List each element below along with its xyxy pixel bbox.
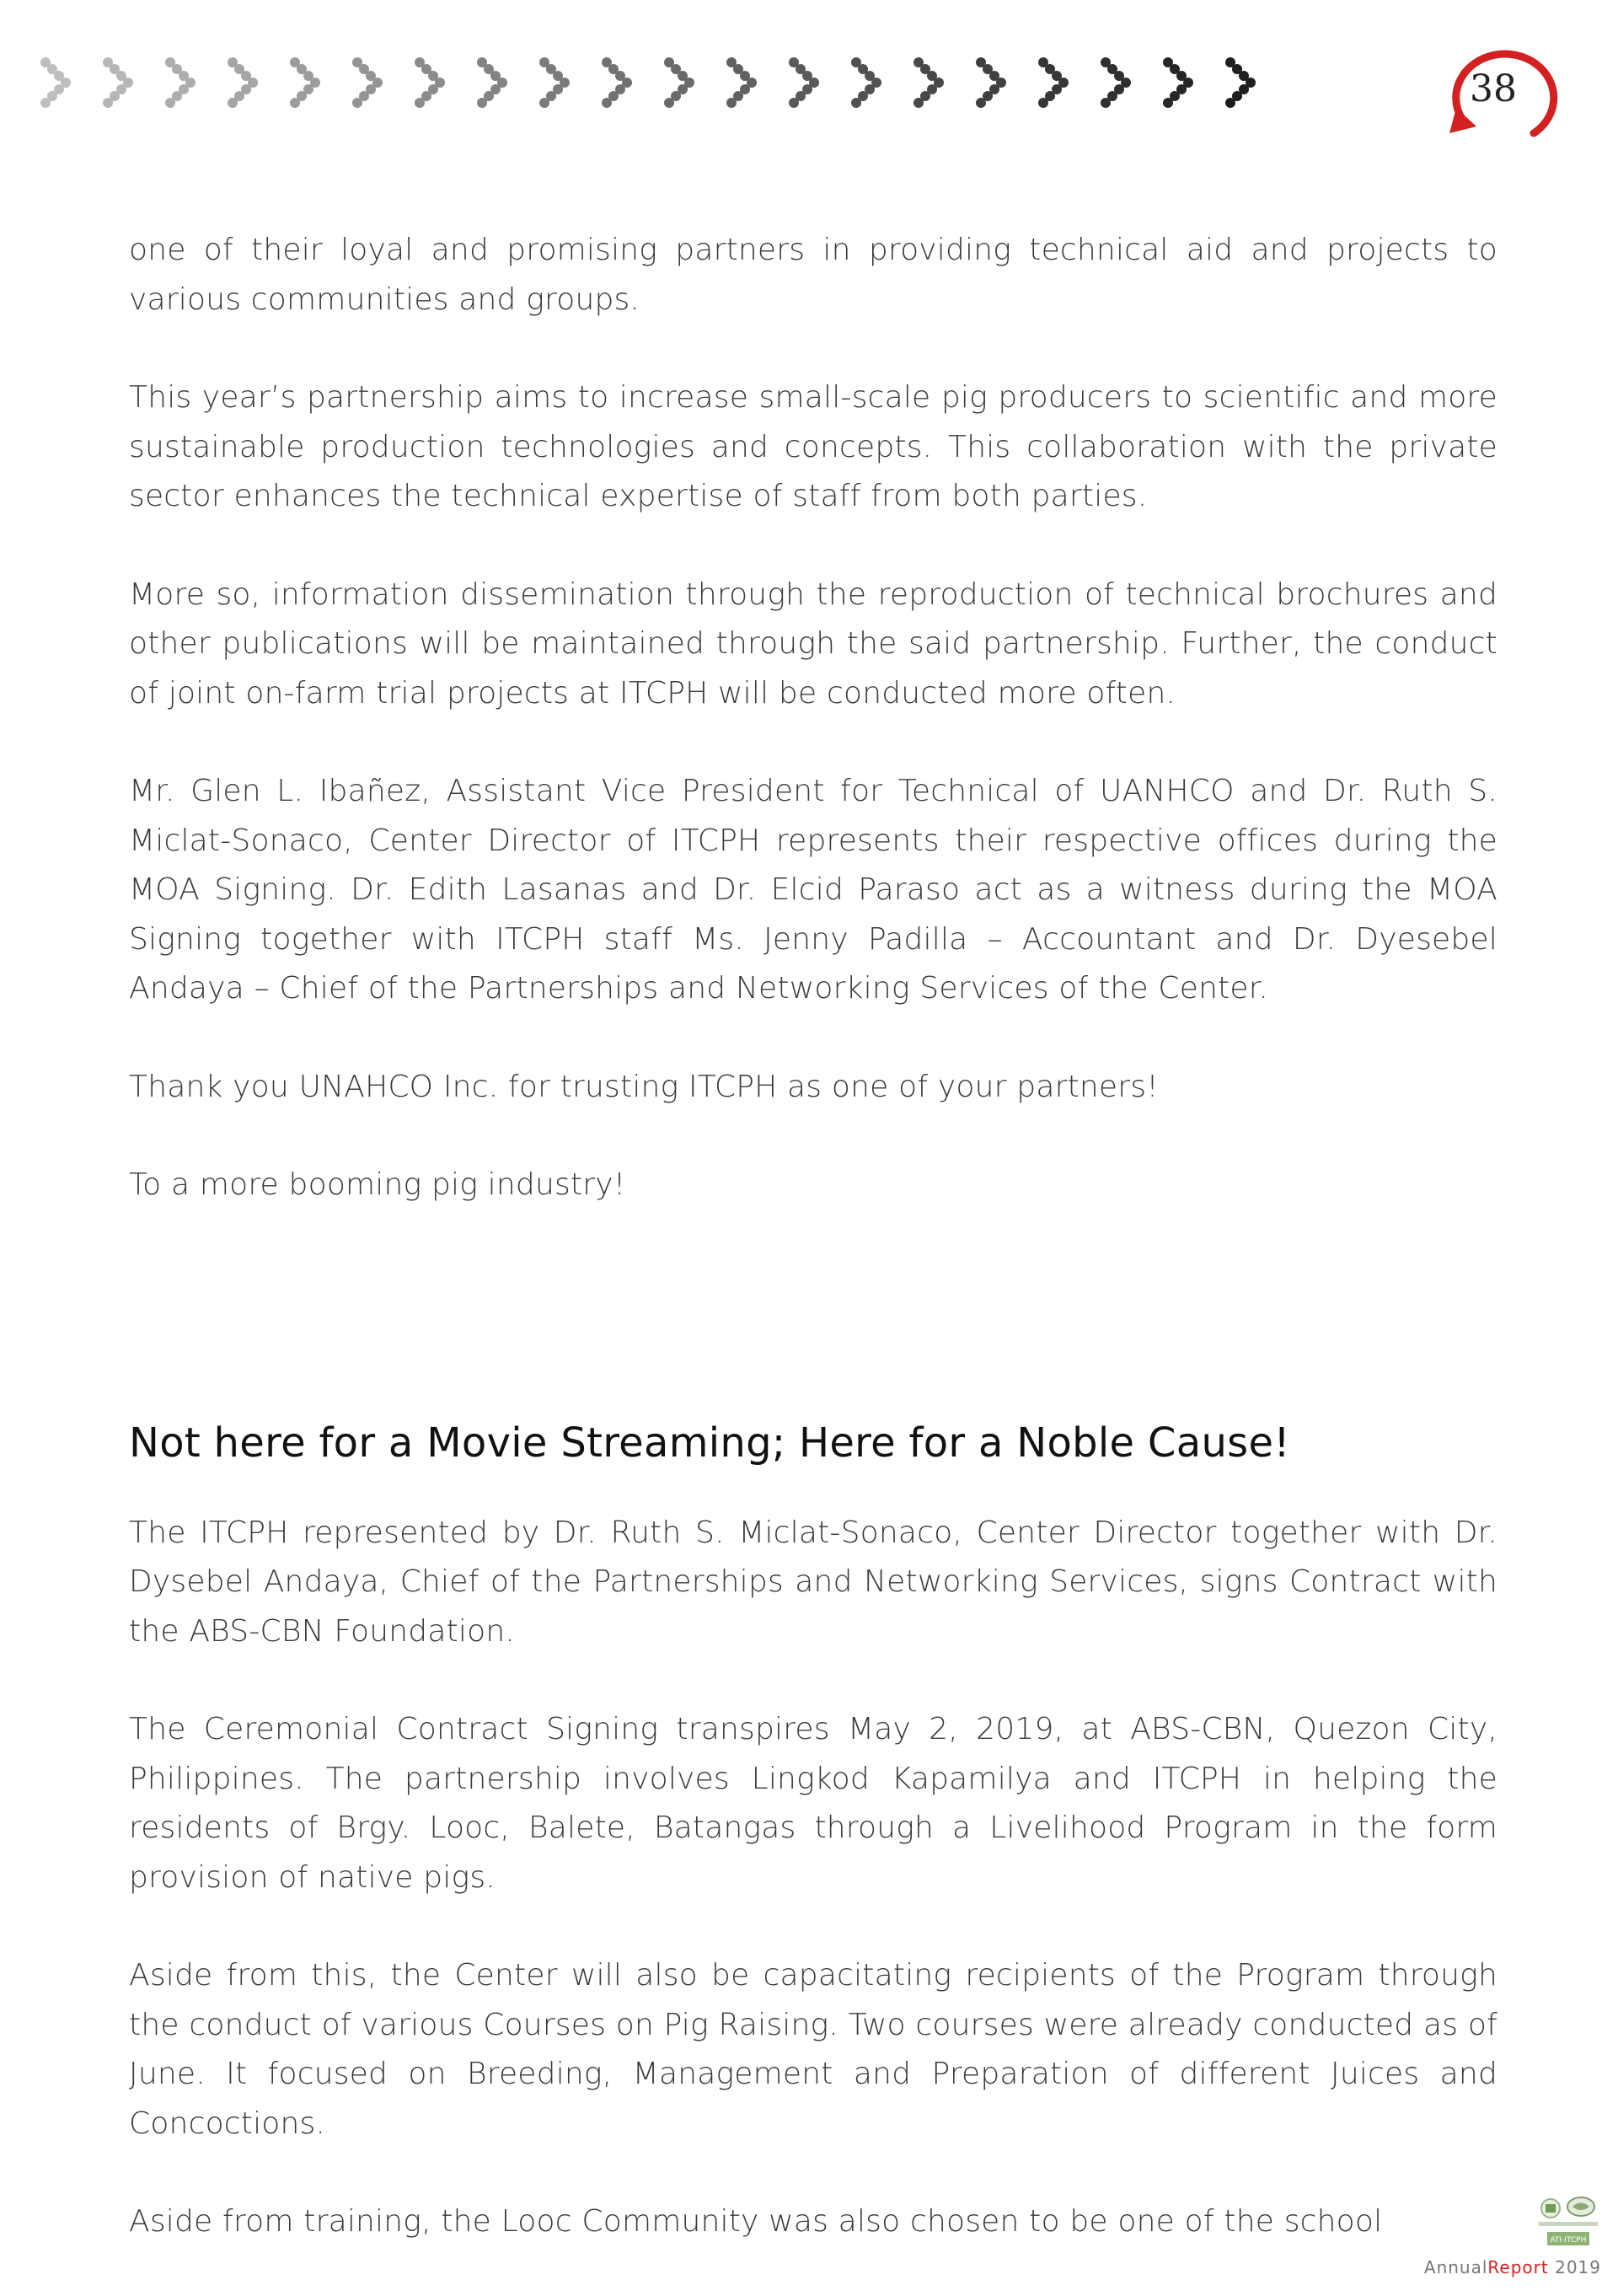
paragraph: This year’s partnership aims to increase small-scale pig producers to scientific and more sustainable production technologies and concepts. This collaboration with the private sector enhances the technical expertise of staff from both parties.: [129, 380, 1497, 513]
article-body: [129, 226, 1497, 2296]
section-heading: Not here for a Movie Streaming; Here for a Noble Cause!: [129, 1419, 1290, 1467]
chevron-icon: [290, 57, 320, 108]
chevron-icon: [1163, 57, 1193, 108]
section-spacer: [129, 1259, 1497, 1419]
chevron-icon: [352, 57, 383, 108]
paragraph: one of their loyal and promising partners in providing technical aid and projects to various communities and groups.: [129, 233, 1497, 317]
page-header: [0, 0, 1618, 194]
footer-report-label: [1365, 2257, 1601, 2277]
ati-itcph-logo-icon: [1532, 2195, 1603, 2247]
logo-text: ATI-ITCPH: [1550, 2236, 1587, 2245]
paragraph: To a more booming pig industry!: [129, 1167, 626, 1202]
chevron-icon: [976, 57, 1006, 108]
paragraph: The ITCPH represented by Dr. Ruth S. Miclat-Sonaco, Center Director together with Dr. Dysebel Andaya, Chief of the Partnerships and Networking Services, signs Contract with the ABS-CBN Foundation.: [129, 1515, 1497, 1649]
chevron-icon: [1038, 57, 1069, 108]
report-year: 2019: [1555, 2257, 1601, 2277]
chevron-arrow-decoration: [40, 54, 1305, 113]
paragraph: Aside from training, the Looc Community was also chosen to be one of the school: [129, 2204, 1383, 2239]
paragraph: More so, information dissemination through the reproduction of technical brochures and other publications will be maintained through the said partnership. Further, the conduct of joint on-farm trial projects at ITCPH will be conducted more often.: [129, 577, 1497, 711]
chevron-icon: [477, 57, 507, 108]
chevron-icon: [602, 57, 632, 108]
chevron-icon: [415, 57, 445, 108]
chevron-icon: [913, 57, 944, 108]
chevron-icon: [103, 57, 133, 108]
chevron-icon: [228, 57, 258, 108]
chevron-icon: [40, 57, 71, 108]
paragraph: Mr. Glen L. Ibañez, Assistant Vice President for Technical of UANHCO and Dr. Ruth S. Miclat-Sonaco, Center Director of ITCPH represents their respective offices during the MOA Signing. Dr. Edith Lasanas and Dr. Elcid Paraso act as a witness during the MOA Signing together with ITCPH staff Ms. Jenny Padilla – Accountant and Dr. Dyesebel Andaya – Chief of the Partnerships and Networking Services of the Center.: [129, 774, 1497, 1006]
chevron-icon: [539, 57, 570, 108]
page-number: 38: [1470, 67, 1517, 110]
chevron-icon: [789, 57, 819, 108]
report-label: Report: [1487, 2257, 1549, 2277]
chevron-icon: [1101, 57, 1131, 108]
paragraph: Thank you UNAHCO Inc. for trusting ITCPH as one of your partners!: [129, 1069, 1159, 1104]
annual-label: Annual: [1423, 2257, 1488, 2277]
chevron-icon: [726, 57, 757, 108]
paragraph: Aside from this, the Center will also be capacitating recipients of the Program through the conduct of various Courses on Pig Raising. Two courses were already conducted as of June. It focused on Breeding, Management and Preparation of different Juices and Concoctions.: [129, 1958, 1497, 2141]
chevron-icon: [165, 57, 196, 108]
chevron-icon: [1225, 57, 1256, 108]
chevron-icon: [851, 57, 881, 108]
chevron-icon: [664, 57, 694, 108]
paragraph: The Ceremonial Contract Signing transpires May 2, 2019, at ABS-CBN, Quezon City, Philippines. The partnership involves Lingkod Kapamilya and ITCPH in helping the residents of Brgy. Looc, Balete, Batangas through a Livelihood Program in the form provision of native pigs.: [129, 1712, 1497, 1895]
